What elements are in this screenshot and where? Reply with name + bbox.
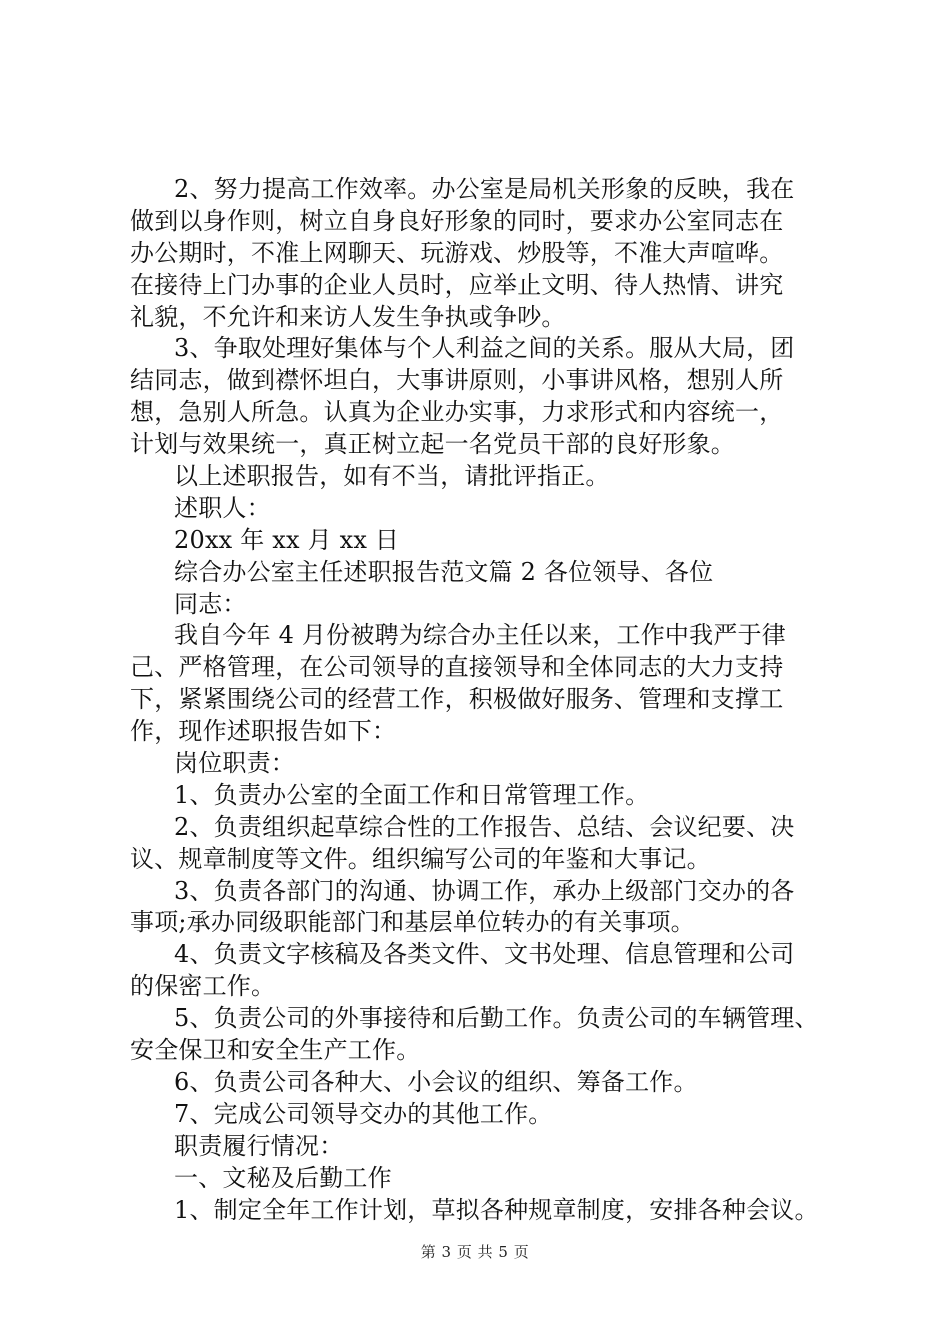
text-line: 2、负责组织起草综合性的工作报告、总结、会议纪要、决: [174, 812, 795, 841]
text-line: 办公期时，不准上网聊天、玩游戏、炒股等，不准大声喧哗。: [130, 238, 784, 267]
text-line: 下，紧紧围绕公司的经营工作，积极做好服务、管理和支撑工: [130, 685, 784, 714]
text-line: 计划与效果统一，真正树立起一名党员干部的良好形象。: [130, 430, 735, 459]
text-line: 6、负责公司各种大、小会议的组织、筹备工作。: [174, 1067, 698, 1096]
text-line: 的保密工作。: [130, 972, 276, 1001]
page-footer: 第 3 页 共 5 页: [420, 1243, 530, 1261]
text-line: 做到以身作则，树立自身良好形象的同时，要求办公室同志在: [130, 206, 784, 235]
text-line: 5、负责公司的外事接待和后勤工作。负责公司的车辆管理、: [174, 1004, 819, 1033]
text-line: 职责履行情况：: [174, 1131, 344, 1160]
text-line: 在接待上门办事的企业人员时，应举止文明、待人热情、讲究: [130, 270, 784, 299]
text-line: 一、文秘及后勤工作: [174, 1163, 392, 1192]
text-line: 7、完成公司领导交办的其他工作。: [174, 1099, 553, 1128]
text-line: 岗位职责：: [174, 749, 295, 778]
text-line: 2、努力提高工作效率。办公室是局机关形象的反映，我在: [174, 175, 795, 203]
text-line: 同志：: [174, 589, 247, 618]
text-line: 安全保卫和安全生产工作。: [130, 1036, 421, 1065]
text-line: 议、规章制度等文件。组织编写公司的年鉴和大事记。: [130, 844, 711, 873]
text-line: 20xx 年 xx 月 xx 日: [174, 525, 400, 554]
text-line: 1、负责办公室的全面工作和日常管理工作。: [174, 780, 650, 809]
text-line: 结同志，做到襟怀坦白，大事讲原则，小事讲风格，想别人所: [130, 366, 784, 395]
text-line: 以上述职报告，如有不当，请批评指正。: [174, 462, 610, 491]
text-line: 1、制定全年工作计划，草拟各种规章制度，安排各种会议。: [174, 1195, 819, 1224]
text-line: 己、严格管理，在公司领导的直接领导和全体同志的大力支持: [130, 653, 784, 682]
text-line: 事项;承办同级职能部门和基层单位转办的有关事项。: [130, 908, 695, 937]
text-line: 述职人：: [174, 493, 271, 522]
text-line: 想，急别人所急。认真为企业办实事，力求形式和内容统一，: [130, 398, 784, 427]
text-line: 礼貌，不允许和来访人发生争执或争吵。: [130, 302, 566, 331]
text-line: 作，现作述职报告如下：: [130, 717, 397, 746]
text-line: 3、争取处理好集体与个人利益之间的关系。服从大局，团: [174, 334, 795, 363]
document-body: [130, 174, 840, 1226]
text-line: 综合办公室主任述职报告范文篇 2 各位领导、各位: [174, 557, 714, 586]
text-line: 4、负责文字核稿及各类文件、文书处理、信息管理和公司: [174, 940, 795, 969]
text-line: 我自今年 4 月份被聘为综合办主任以来，工作中我严于律: [174, 621, 786, 650]
text-line: 3、负责各部门的沟通、协调工作，承办上级部门交办的各: [174, 876, 795, 905]
